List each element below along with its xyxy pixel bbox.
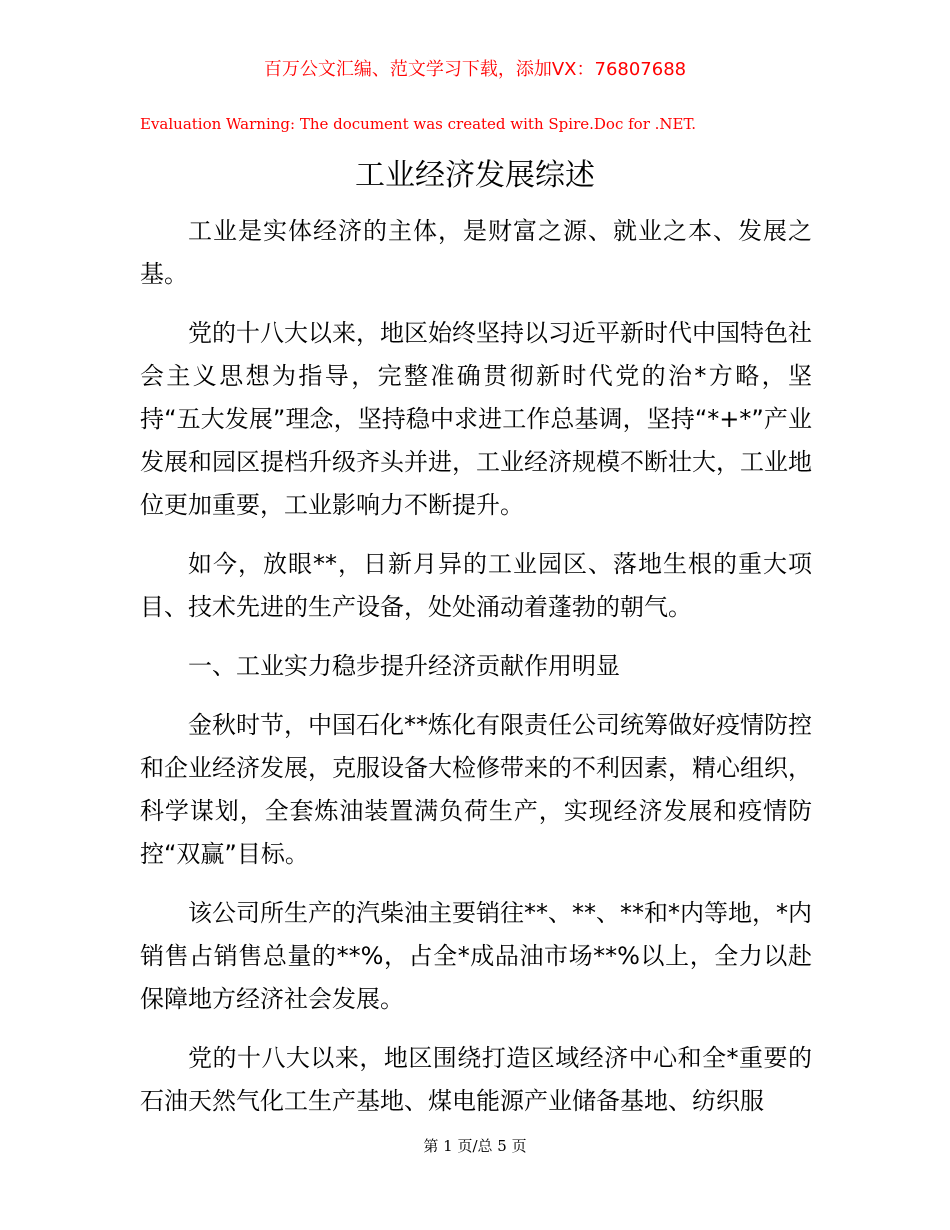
paragraph: 工业是实体经济的主体，是财富之源、就业之本、发展之基。 bbox=[140, 217, 812, 288]
paragraph: 党的十八大以来，地区始终坚持以习近平新时代中国特色社会主义思想为指导，完整准确贯彻新时代党的治*方略，坚持“五大发展”理念，坚持稳中求进工作总基调，坚持“*+*”产业发展和园区提档升级齐头并进，工业经济规模不断壮大，工业地位更加重要，工业影响力不断提升。 bbox=[140, 319, 812, 519]
paragraph: 如今，放眼**，日新月异的工业园区、落地生根的重大项目、技术先进的生产设备，处处涌动着蓬勃的朝气。 bbox=[140, 550, 812, 621]
evaluation-warning: Evaluation Warning: The document was created with Spire.Doc for .NET. bbox=[140, 115, 697, 133]
paragraph: 该公司所生产的汽柴油主要销往**、**、**和*内等地，*内销售占销售总量的**%，占全*成品油市场**%以上，全力以赴保障地方经济社会发展。 bbox=[140, 899, 812, 1013]
document-body bbox=[140, 210, 812, 1139]
document-title: 工业经济发展综述 bbox=[355, 158, 595, 193]
header-banner: 百万公文汇编、范文学习下载，添加VX：76807688 bbox=[263, 59, 687, 80]
page-number: 第 1 页/总 5 页 bbox=[423, 1137, 527, 1155]
section-heading: 一、工业实力稳步提升经济贡献作用明显 bbox=[188, 652, 620, 680]
paragraph: 金秋时节，中国石化**炼化有限责任公司统筹做好疫情防控和企业经济发展，克服设备大检修带来的不利因素，精心组织，科学谋划，全套炼油装置满负荷生产，实现经济发展和疫情防控“双赢”目标。 bbox=[140, 711, 812, 868]
paragraph: 党的十八大以来，地区围绕打造区域经济中心和全*重要的石油天然气化工生产基地、煤电能源产业储备基地、纺织服 bbox=[140, 1044, 812, 1115]
